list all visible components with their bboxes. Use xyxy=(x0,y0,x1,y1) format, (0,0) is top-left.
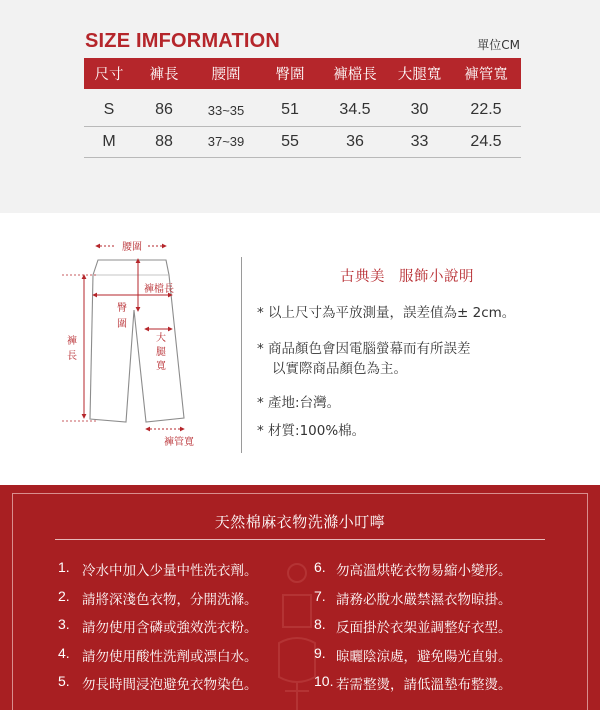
item-number: 5. xyxy=(58,673,70,689)
header-hip: 臀圍 xyxy=(258,58,322,89)
brand-name: 古典美 xyxy=(340,269,385,285)
table-row xyxy=(84,126,521,157)
item-text: 若需整燙，請低溫墊布整燙。 xyxy=(336,677,512,693)
note-item: * 以上尺寸為平放測量，誤差值為± 2cm。 xyxy=(257,305,516,321)
list-item xyxy=(314,588,512,617)
note-item: * 商品顏色會因電腦螢幕而有所誤差 xyxy=(257,341,471,357)
table-cell: 34.5 xyxy=(322,89,388,126)
table-cell: 22.5 xyxy=(451,89,521,126)
table-cell: S xyxy=(84,89,134,126)
table-cell: M xyxy=(84,126,134,157)
length-label-2: 長 xyxy=(67,351,77,362)
note-item: * 產地:台灣。 xyxy=(257,395,341,411)
item-text: 請勿使用含磷或強效洗衣粉。 xyxy=(82,620,258,636)
item-number: 4. xyxy=(58,644,70,661)
length-label-1: 褲 xyxy=(67,336,77,347)
table-cell: 33~35 xyxy=(194,89,258,126)
item-number: 3. xyxy=(58,616,70,632)
list-item xyxy=(314,645,512,674)
list-item xyxy=(58,588,258,617)
header-hem: 褲管寬 xyxy=(451,58,521,89)
hip-label-2: 圍 xyxy=(117,319,127,330)
size-title: SIZE IMFORMATION xyxy=(85,30,281,52)
table-cell: 24.5 xyxy=(451,126,521,157)
divider xyxy=(241,257,242,453)
item-number: 9. xyxy=(314,644,326,661)
item-number: 7. xyxy=(314,587,326,604)
size-information-section xyxy=(0,0,600,213)
pants-measurement-diagram xyxy=(60,229,210,459)
table-cell: 37~39 xyxy=(194,126,258,157)
size-table-header xyxy=(84,58,521,89)
header-rise: 褲檔長 xyxy=(322,58,388,89)
item-text: 請將深淺色衣物，分開洗滌。 xyxy=(82,591,258,608)
notes-heading: 服飾小說明 xyxy=(399,269,474,285)
list-item xyxy=(314,673,512,702)
item-text: 請務必脫水嚴禁濕衣物晾掛。 xyxy=(336,591,512,608)
unit-label: 單位CM xyxy=(477,38,520,52)
item-text: 冷水中加入少量中性洗衣劑。 xyxy=(82,563,258,579)
item-number: 6. xyxy=(314,559,326,575)
item-text: 晾曬陰涼處，避免陽光直射。 xyxy=(336,648,512,665)
thigh-label-3: 寬 xyxy=(156,361,166,372)
product-notes-section xyxy=(0,213,600,485)
table-cell: 33 xyxy=(388,126,451,157)
list-item xyxy=(58,616,258,645)
table-cell: 30 xyxy=(388,89,451,126)
list-item xyxy=(58,559,258,588)
item-text: 請勿使用酸性洗劑或漂白水。 xyxy=(82,648,258,665)
table-cell: 86 xyxy=(134,89,194,126)
note-item: 以實際商品顏色為主。 xyxy=(272,361,407,377)
care-title: 天然棉麻衣物洗滌小叮嚀 xyxy=(214,513,386,531)
washing-tips-section xyxy=(0,485,600,710)
thigh-label-1: 大 xyxy=(156,333,166,344)
thigh-label-2: 腿 xyxy=(156,347,166,358)
waist-label: 腰圍 xyxy=(122,242,142,253)
header-size: 尺寸 xyxy=(84,58,134,89)
item-number: 2. xyxy=(58,587,70,604)
table-cell: 51 xyxy=(258,89,322,126)
item-text: 反面掛於衣架並調整好衣型。 xyxy=(336,620,512,636)
list-item xyxy=(314,559,512,588)
hip-label-1: 臀 xyxy=(117,303,127,314)
note-item: * 材質:100%棉。 xyxy=(257,423,366,439)
care-divider xyxy=(55,539,545,540)
table-cell: 36 xyxy=(322,126,388,157)
header-thigh: 大腿寬 xyxy=(388,58,451,89)
table-cell: 88 xyxy=(134,126,194,157)
hem-label: 褲管寬 xyxy=(164,437,194,448)
notes-title xyxy=(340,265,488,286)
item-number: 1. xyxy=(58,559,70,575)
care-list-right xyxy=(314,559,512,702)
header-length: 褲長 xyxy=(134,58,194,89)
size-table xyxy=(84,58,521,158)
care-list-left xyxy=(58,559,258,702)
table-row xyxy=(84,89,521,126)
list-item xyxy=(58,645,258,674)
rise-label: 褲檔長 xyxy=(144,284,174,295)
item-text: 勿長時間浸泡避免衣物染色。 xyxy=(82,677,258,693)
list-item xyxy=(314,616,512,645)
list-item xyxy=(58,673,258,702)
item-number: 8. xyxy=(314,616,326,632)
item-text: 勿高溫烘乾衣物易縮小變形。 xyxy=(336,563,512,579)
item-number: 10. xyxy=(314,673,334,689)
table-cell: 55 xyxy=(258,126,322,157)
header-waist: 腰圍 xyxy=(194,58,258,89)
